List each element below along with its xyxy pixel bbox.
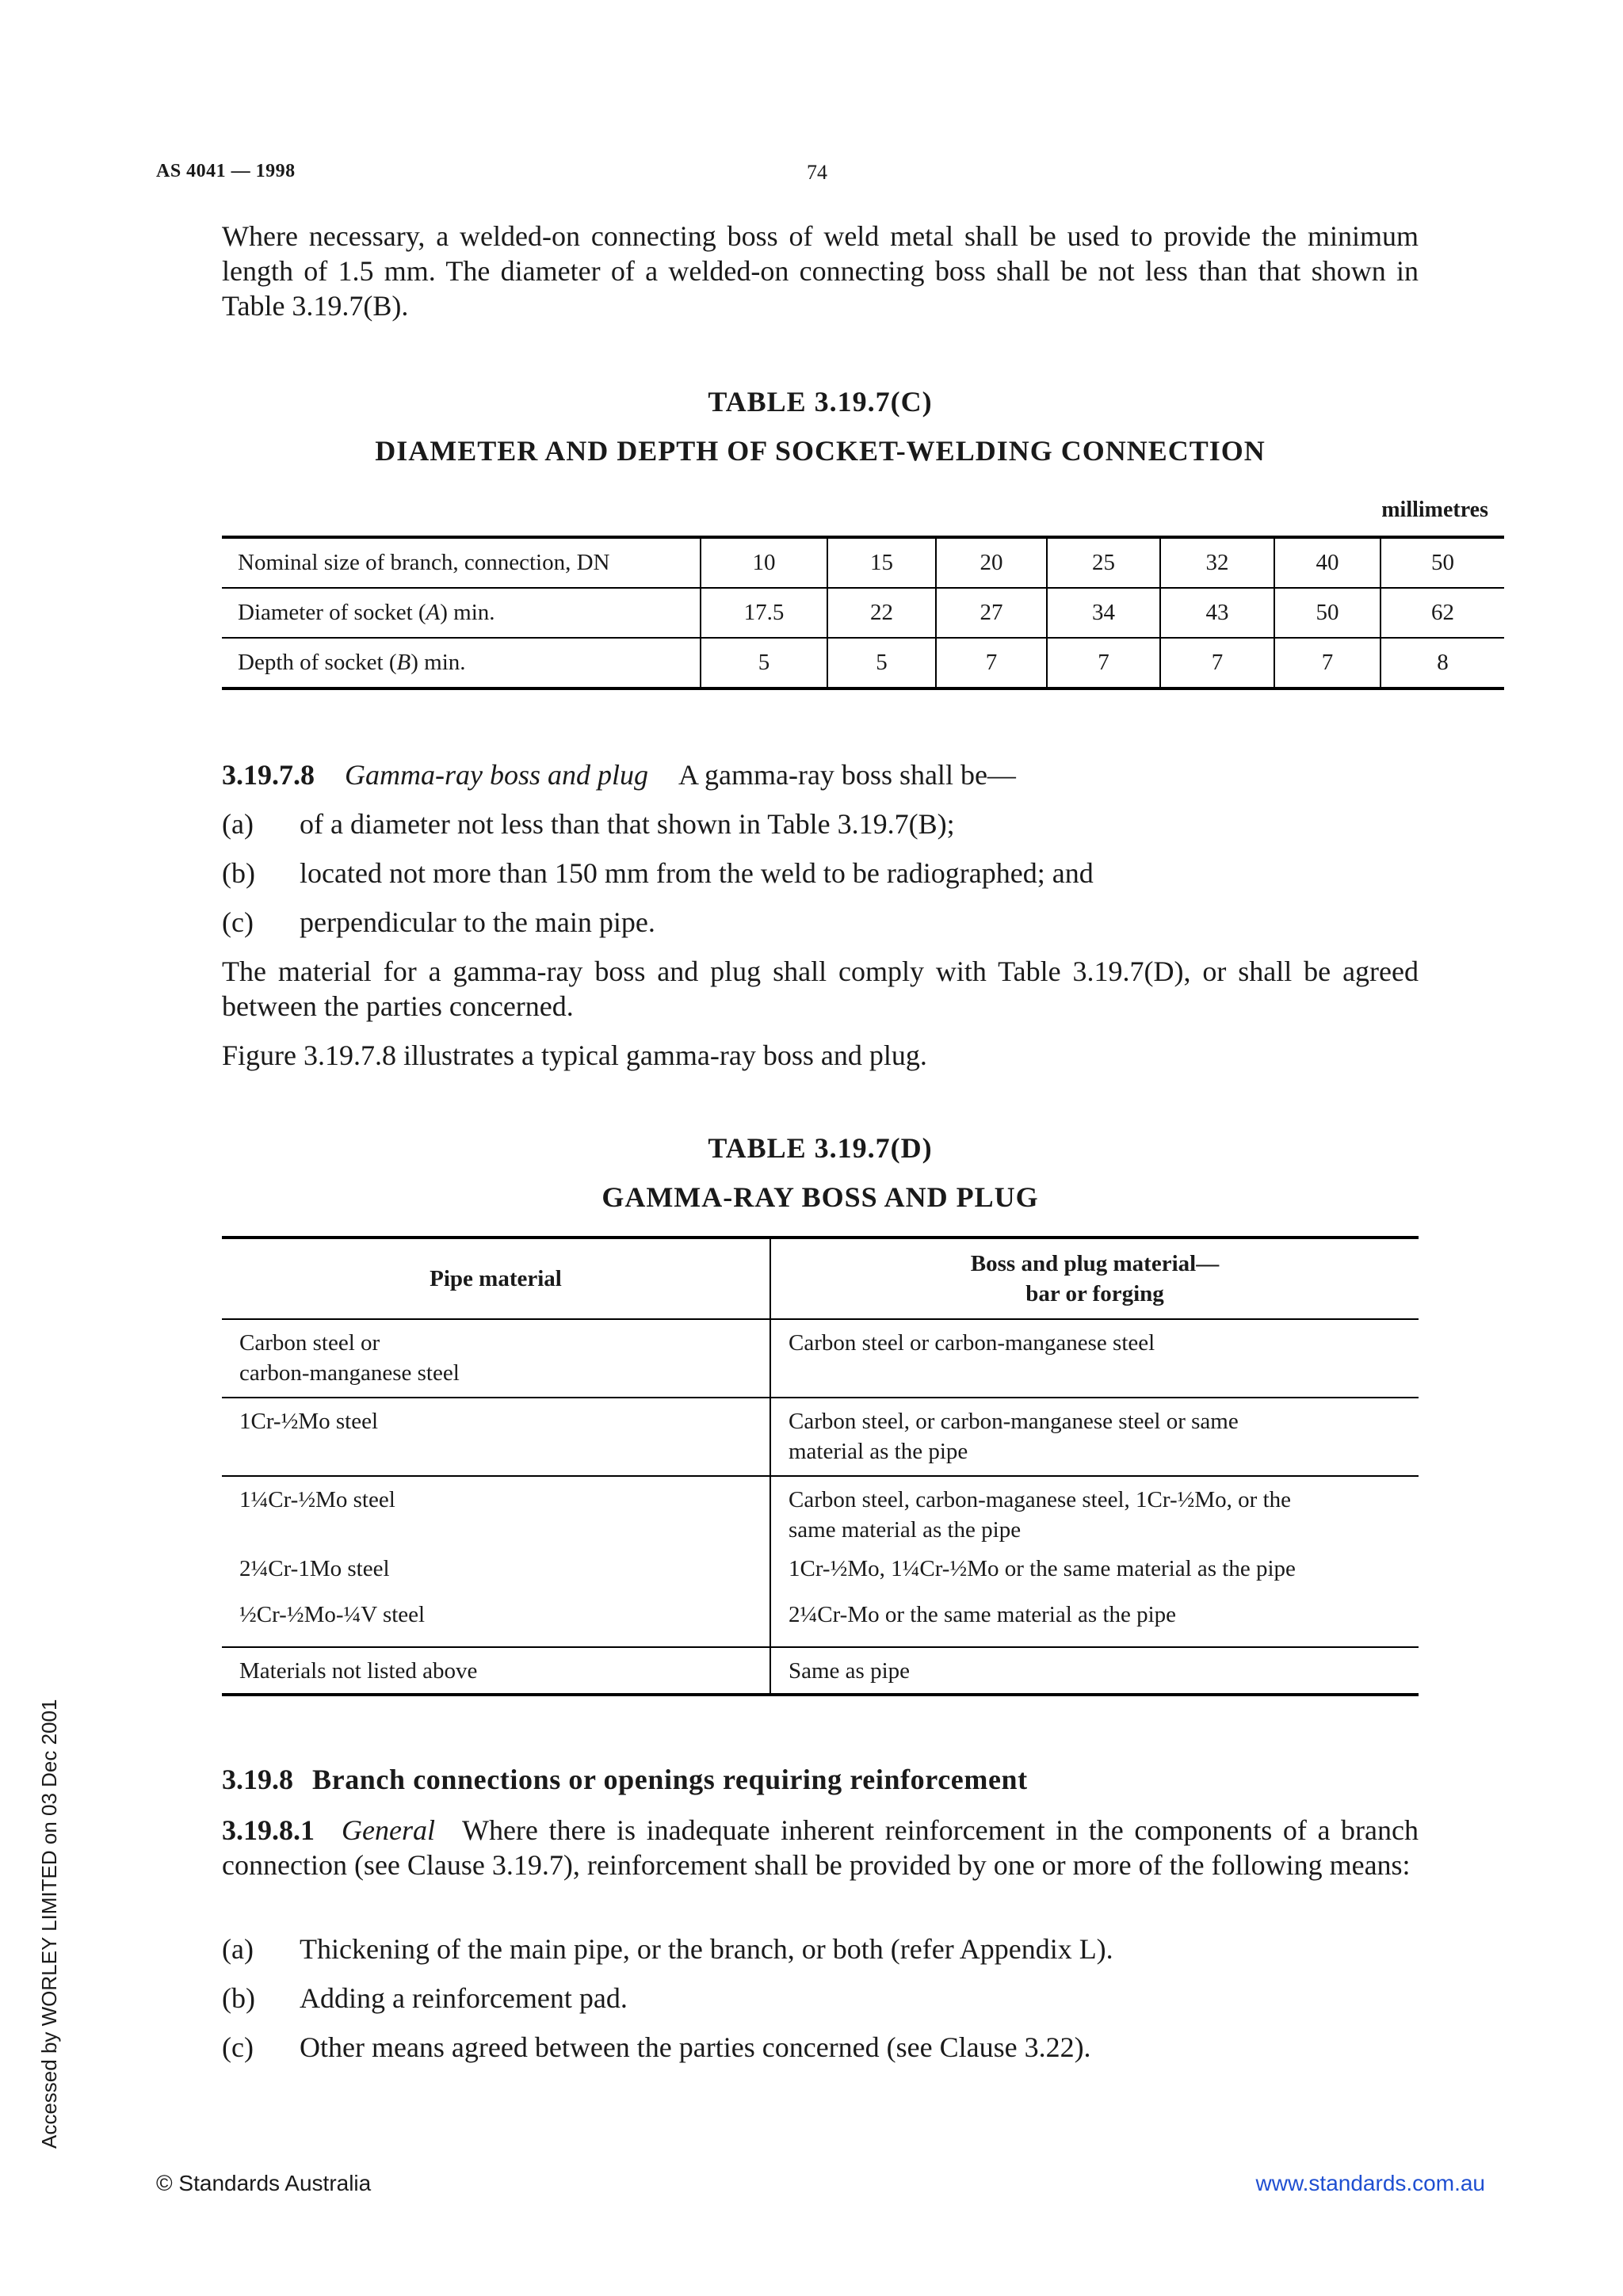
clause-3-19-7-8-paragraph: The material for a gamma-ray boss and plug shall comply with Table 3.19.7(D), or shall be agreed between the parties concerned. [222,955,1419,1022]
list-item-label: (b) [222,857,255,889]
table-cell: 15 [827,537,936,588]
list-item-text: located not more than 150 mm from the weld to be radiographed; and [300,857,1094,889]
cell-line: 1Cr-½Mo steel [239,1409,379,1434]
list-item-label: (a) [222,1933,254,1965]
table-cell: 5 [827,638,936,688]
list-item [222,807,1419,841]
table-cell: 43 [1160,588,1274,638]
clause-heading: General [342,1814,435,1846]
clause-text: Where there is inadequate inherent reinforcement in the components of a branch connection (see Clause 3.19.7), reinforcement shall be provided by one or more of the following means: [222,1814,1419,1881]
table-cell: 34 [1047,588,1160,638]
table-c-row-label [222,638,701,688]
label-part: ) min. [411,650,466,675]
list-item [222,1981,1419,2016]
list-item [222,2030,1419,2065]
column-header-pipe-material: Pipe material [222,1238,770,1319]
cell-line: material as the pipe [789,1439,968,1464]
table-row [222,1552,1419,1598]
clause-3-19-8-1-paragraph [222,1813,1419,1882]
label-part: ) min. [440,600,495,625]
clause-3-19-7-8-figure-note: Figure 3.19.7.8 illustrates a typical gamma-ray boss and plug. [222,1039,927,1071]
list-item-label: (c) [222,906,254,938]
table-row [222,537,1504,588]
cell-line: 1Cr-½Mo, 1¼Cr-½Mo or the same material as the pipe [789,1556,1296,1581]
cell-line: Carbon steel, or carbon-manganese steel or same [789,1409,1239,1434]
cell-line: 2¼Cr-1Mo steel [239,1556,390,1581]
clause-heading: Gamma-ray boss and plug [345,759,648,791]
header-line: bar or forging [1025,1281,1164,1306]
list-item [222,1932,1419,1966]
table-cell: 7 [1047,638,1160,688]
table-row [222,1319,1419,1398]
table-c-row-label: Nominal size of branch, connection, DN [238,550,610,575]
cell-line: Same as pipe [789,1658,911,1684]
access-watermark-note: Accessed by WORLEY LIMITED on 03 Dec 2001 [37,1699,61,2149]
boss-material-cell [770,1319,1419,1398]
table-c [222,536,1504,690]
table-c-units: millimetres [1381,498,1488,522]
table-cell: 20 [936,537,1047,588]
column-header-boss-material [770,1238,1419,1319]
table-cell: 62 [1381,588,1504,638]
boss-material-cell [770,1552,1419,1598]
table-row [222,638,1504,688]
table-row [222,1598,1419,1647]
pipe-material-cell [222,1319,770,1398]
label-italic-symbol: B [396,650,411,675]
list-item-text: of a diameter not less than that shown in Table 3.19.7(B); [300,808,955,840]
clause-number: 3.19.8 [222,1764,293,1795]
cell-line: Carbon steel, carbon-maganese steel, 1Cr-½Mo, or the [789,1487,1291,1512]
label-part: Depth of socket ( [238,650,397,675]
header-line: Boss and plug material— [970,1251,1220,1276]
table-header-row [222,1238,1419,1319]
list-item-text: Other means agreed between the parties concerned (see Clause 3.22). [300,2031,1091,2063]
list-item-label: (a) [222,808,254,840]
table-cell: 25 [1047,537,1160,588]
boss-material-cell [770,1476,1419,1552]
clause-3-19-8-heading [222,1762,1419,1797]
table-cell: 8 [1381,638,1504,688]
intro-paragraph: Where necessary, a welded-on connecting boss of weld metal shall be used to provide the minimum length of 1.5 mm. The diameter of a welded-on connecting boss shall be not less than that shown in Table 3.19.7(B). [222,220,1419,322]
table-cell: 7 [936,638,1047,688]
table-cell: 7 [1274,638,1381,688]
table-row [222,1647,1419,1695]
list-item-label: (b) [222,1982,255,2014]
table-cell: 7 [1160,638,1274,688]
cell-line: ½Cr-½Mo-¼V steel [239,1602,426,1627]
cell-line: Carbon steel or carbon-manganese steel [789,1330,1155,1356]
clause-number: 3.19.7.8 [222,759,315,791]
pipe-material-cell [222,1647,770,1695]
table-cell: 50 [1274,588,1381,638]
table-cell: 32 [1160,537,1274,588]
cell-line: 2¼Cr-Mo or the same material as the pipe [789,1602,1177,1627]
cell-line: Carbon steel or [239,1330,380,1356]
running-header-standard: AS 4041 — 1998 [156,161,296,181]
boss-material-cell [770,1647,1419,1695]
table-cell: 22 [827,588,936,638]
pipe-material-cell [222,1476,770,1552]
boss-material-cell [770,1398,1419,1476]
table-cell: 17.5 [701,588,827,638]
pipe-material-cell [222,1398,770,1476]
list-item-text: perpendicular to the main pipe. [300,906,655,938]
boss-material-cell [770,1598,1419,1647]
cell-line: 1¼Cr-½Mo steel [239,1487,395,1512]
table-d [222,1236,1419,1696]
clause-3-19-7-8-lead [222,757,1419,792]
label-italic-symbol: A [426,600,441,625]
footer-website-link[interactable]: www.standards.com.au [1255,2171,1485,2195]
table-d-number: TABLE 3.19.7(D) [708,1132,933,1164]
table-cell: 10 [701,537,827,588]
clause-heading: Branch connections or openings requiring reinforcement [312,1764,1028,1795]
list-item-text: Adding a reinforcement pad. [300,1982,628,2014]
table-row [222,1398,1419,1476]
list-item-label: (c) [222,2031,254,2063]
table-c-row-label [222,588,701,638]
cell-line: Materials not listed above [239,1658,478,1684]
clause-lead-text: A gamma-ray boss shall be— [678,759,1016,791]
list-item-text: Thickening of the main pipe, or the branch, or both (refer Appendix L). [300,1933,1113,1965]
table-d-title: GAMMA-RAY BOSS AND PLUG [601,1181,1039,1213]
table-cell: 5 [701,638,827,688]
label-part: Diameter of socket ( [238,600,426,625]
pipe-material-cell [222,1552,770,1598]
table-c-title: DIAMETER AND DEPTH OF SOCKET-WELDING CONNECTION [375,435,1266,467]
footer-copyright: © Standards Australia [156,2171,372,2195]
pipe-material-cell [222,1598,770,1647]
table-row [222,1476,1419,1552]
table-cell: 27 [936,588,1047,638]
list-item [222,905,1419,940]
clause-number: 3.19.8.1 [222,1814,315,1846]
page-number: 74 [807,161,827,184]
cell-line: same material as the pipe [789,1517,1022,1543]
table-cell: 40 [1274,537,1381,588]
cell-line: carbon-manganese steel [239,1360,460,1386]
list-item [222,856,1419,891]
table-row [222,588,1504,638]
table-c-number: TABLE 3.19.7(C) [708,386,933,418]
table-cell: 50 [1381,537,1504,588]
